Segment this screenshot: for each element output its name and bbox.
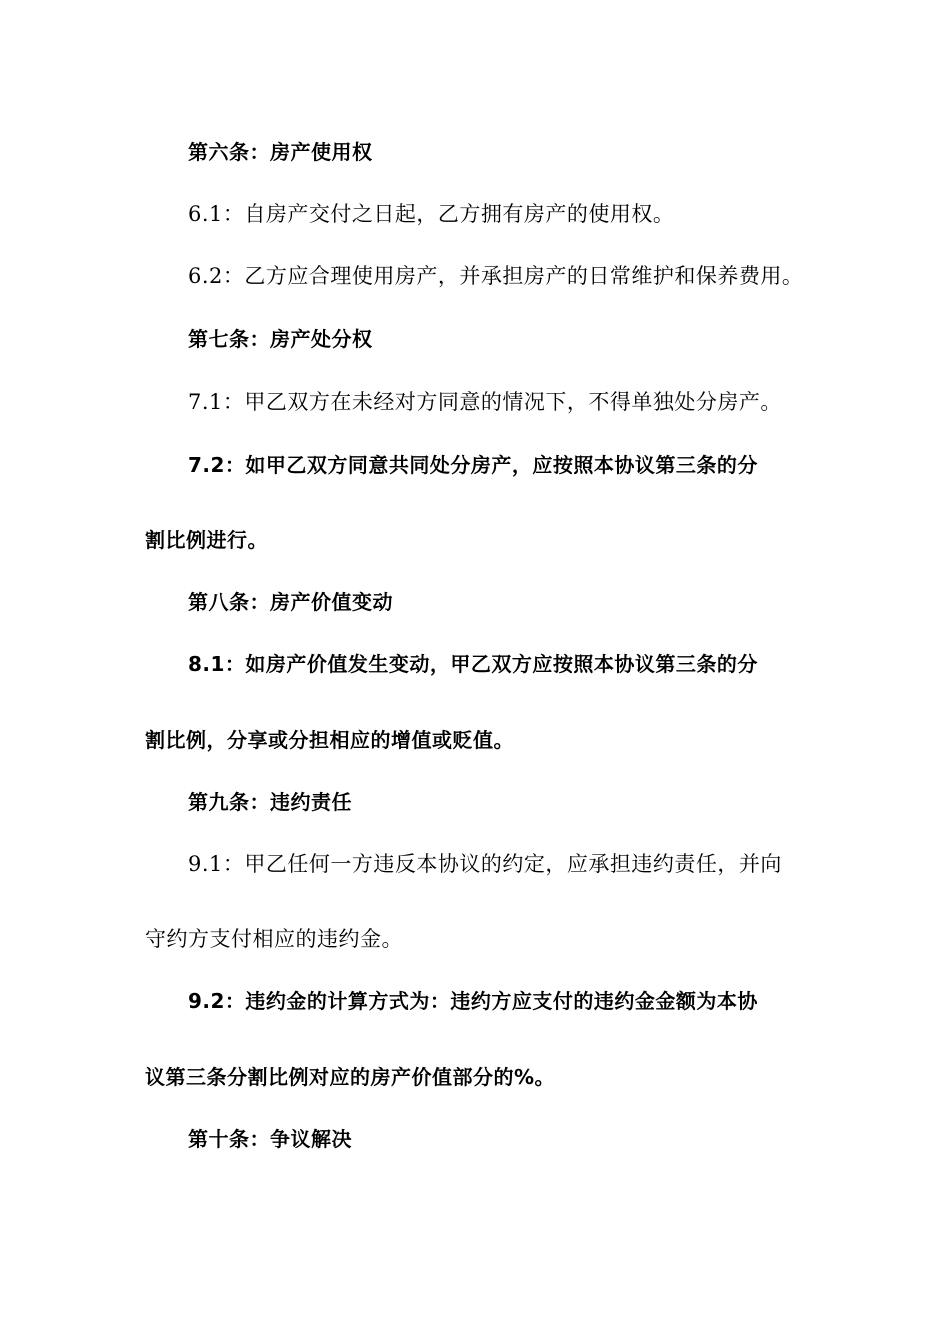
article-10-heading: 第十条：争议解决 [188, 1127, 352, 1151]
clause-7-2-line-2: 割比例进行。 [145, 528, 268, 552]
clause-7-2-line-1: 7.2：如甲乙双方同意共同处分房产，应按照本协议第三条的分 [188, 453, 758, 477]
article-7-heading: 第七条：房产处分权 [188, 327, 373, 351]
clause-9-2-line-2: 议第三条分割比例对应的房产价值部分的%。 [145, 1065, 556, 1089]
clause-8-1-line-2: 割比例，分享或分担相应的增值或贬值。 [145, 728, 514, 752]
clause-8-1-line-1: 8.1：如房产价值发生变动，甲乙双方应按照本协议第三条的分 [188, 652, 758, 676]
article-6-heading: 第六条：房产使用权 [188, 140, 373, 164]
clause-9-1-line-1: 9.1：甲乙任何一方违反本协议的约定，应承担违约责任，并向 [188, 852, 782, 876]
clause-7-1: 7.1：甲乙双方在未经对方同意的情况下，不得单独处分房产。 [188, 390, 782, 414]
clause-9-2-line-1: 9.2：违约金的计算方式为：违约方应支付的违约金金额为本协 [188, 989, 758, 1013]
article-8-heading: 第八条：房产价值变动 [188, 590, 393, 614]
clause-9-1-line-2: 守约方支付相应的违约金。 [145, 927, 403, 951]
clause-6-1: 6.1：自房产交付之日起，乙方拥有房产的使用权。 [188, 202, 675, 226]
article-9-heading: 第九条：违约责任 [188, 790, 352, 814]
clause-6-2: 6.2：乙方应合理使用房产，并承担房产的日常维护和保养费用。 [188, 264, 804, 288]
